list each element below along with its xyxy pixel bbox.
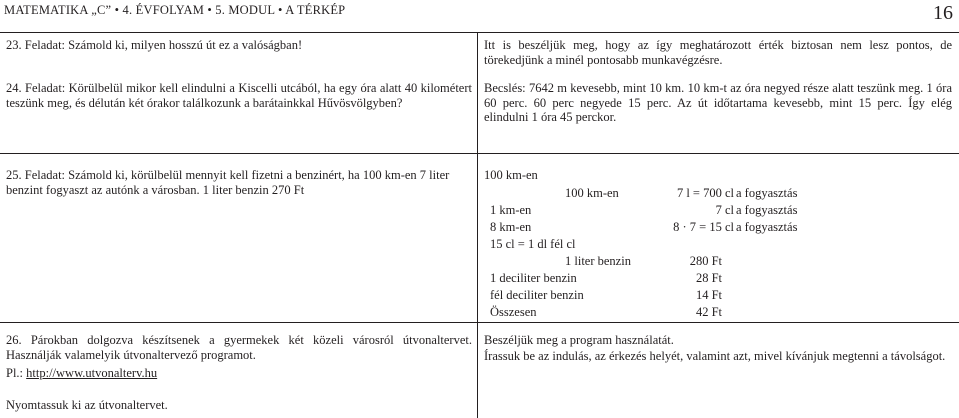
calc-row-1-value: 7 l = 700 cl	[676, 186, 734, 200]
table-top-border	[0, 32, 959, 33]
calc-row-3-note: a fogyasztás	[736, 220, 798, 234]
running-header-title: MATEMATIKA „C” • 4. ÉVFOLYAM • 5. MODUL • A TÉRKÉP	[4, 3, 346, 17]
task-26-example	[6, 366, 157, 381]
example-prefix: Pl.:	[6, 366, 27, 380]
task-24-text: 24. Feladat: Körülbelül mikor kell elindulni a Kiscelli utcából, ha egy óra alatt 40 kilométert teszünk meg, és délután két órakor találkozunk a barátainkkal Hűvösvölgyben?	[6, 81, 472, 110]
calc-row-7-label: fél deciliter benzin	[490, 288, 584, 302]
calc-row-6-value: 28 Ft	[695, 271, 722, 285]
task-24-solution: Becslés: 7642 m kevesebb, mint 10 km. 10 km-t az óra negyed része alatt teszünk meg. 1 óra 60 perc. 60 perc negyede 15 perc. Az út időtartama kevesebb, mint 15 perc. Így elég elindulni 1 óra 45 perckor.	[484, 81, 952, 124]
calc-row-6-label: 1 deciliter benzin	[490, 271, 577, 285]
calc-row-1-label: 100 km-en	[565, 186, 619, 200]
page-number: 16	[933, 2, 953, 24]
task-23-label: 23. Feladat: Számold ki, milyen hosszú út ez a valóságban!	[6, 38, 303, 52]
task-26-text: 26. Párokban dolgozva készítsenek a gyermekek két közeli városról útvonaltervet. Használják valamelyik útvonaltervező programot.	[6, 333, 472, 362]
task-26-note-1: Beszéljük meg a program használatát.	[484, 333, 674, 347]
calc-row-1-note: a fogyasztás	[736, 186, 798, 200]
task-25-text: 25. Feladat: Számold ki, körülbelül mennyit kell fizetni a benzinért, ha 100 km-en 7 liter benzint fogyaszt az autónk a városban. 1 liter benzin 270 Ft	[6, 168, 450, 197]
row-divider-1	[0, 153, 959, 154]
calc-row-2-label: 1 km-en	[490, 203, 532, 217]
calc-row-5-label: 1 liter benzin	[565, 254, 631, 268]
calc-row-8-label: Összesen	[490, 305, 537, 319]
calc-row-7-value: 14 Ft	[695, 288, 722, 302]
task-25-solution-heading: 100 km-en	[484, 168, 538, 182]
task-23-note: Itt is beszéljük meg, hogy az így meghatározott érték biztosan nem lesz pontos, de törekedjünk a minél pontosabb munkavégzésre.	[484, 38, 952, 67]
task-26-note-2: Írassuk be az indulás, az érkezés helyét, valamint azt, mivel kívánjuk megtenni a távolságot.	[484, 349, 946, 363]
column-divider	[477, 33, 478, 418]
route-planner-link[interactable]: http://www.utvonalterv.hu	[26, 366, 158, 380]
calc-row-4-label: 15 cl = 1 dl fél cl	[490, 237, 576, 251]
calc-row-3-value: 8 · 7 = 15 cl	[673, 220, 734, 234]
task-26-print-instruction: Nyomtassuk ki az útvonaltervet.	[6, 398, 168, 412]
calc-row-2-note: a fogyasztás	[736, 203, 798, 217]
calc-row-5-value: 280 Ft	[689, 254, 722, 268]
calc-row-8-value: 42 Ft	[695, 305, 722, 319]
task-23-text	[6, 38, 472, 53]
calc-row-3-label: 8 km-en	[490, 220, 532, 234]
calc-row-2-value: 7 cl	[715, 203, 734, 217]
row-divider-2	[0, 322, 959, 323]
